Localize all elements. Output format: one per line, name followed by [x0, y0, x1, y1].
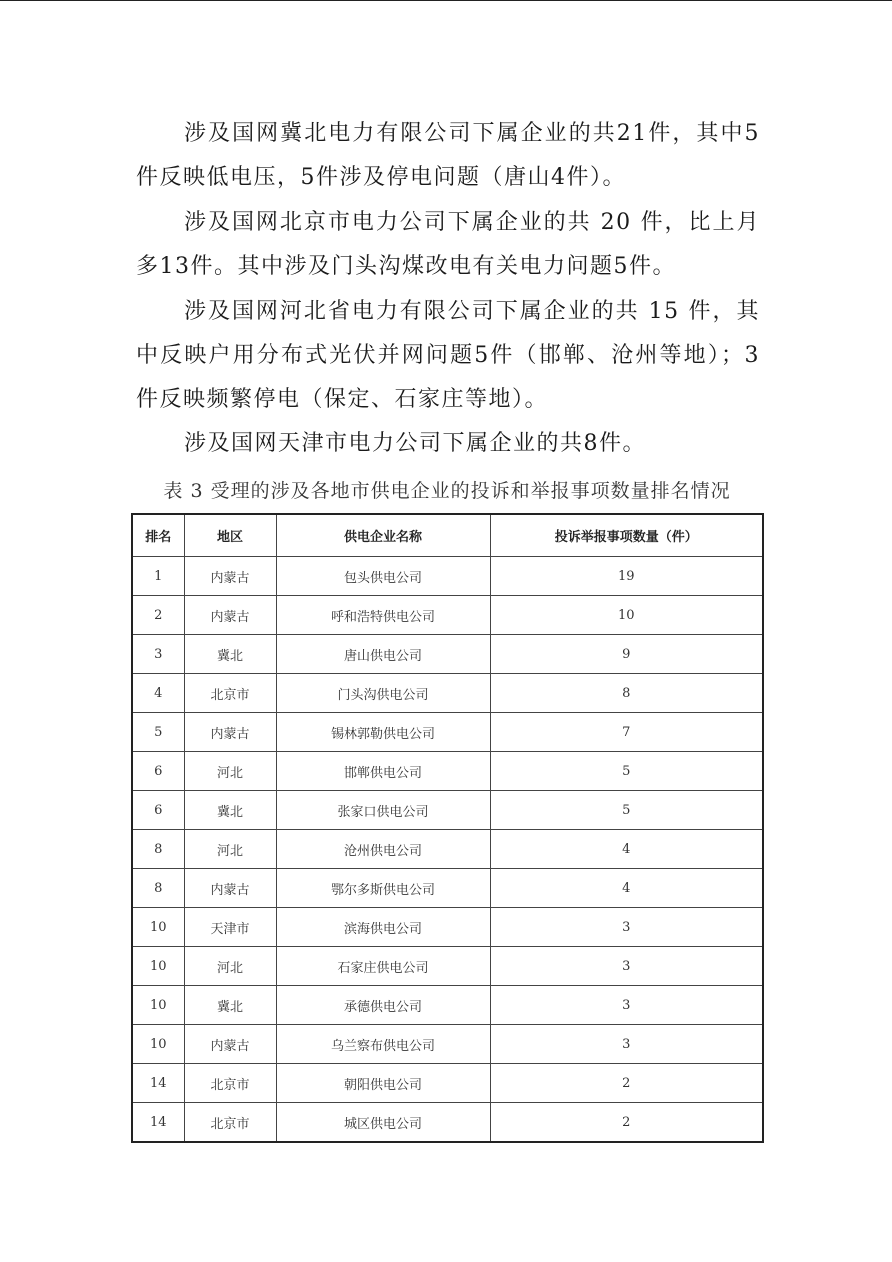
table-row: [132, 791, 763, 830]
cell-company: 乌兰察布供电公司: [276, 1025, 490, 1064]
table-row: [132, 557, 763, 596]
table-caption: 表 3 受理的涉及各地市供电企业的投诉和举报事项数量排名情况: [163, 480, 731, 502]
cell-region: 内蒙古: [184, 557, 276, 596]
cell-count: 5: [490, 791, 763, 830]
cell-rank: 2: [132, 596, 184, 635]
cell-rank: 3: [132, 635, 184, 674]
cell-region: 冀北: [184, 986, 276, 1025]
cell-company: 邯郸供电公司: [276, 752, 490, 791]
cell-region: 河北: [184, 830, 276, 869]
header-company: 供电企业名称: [276, 514, 490, 557]
cell-company: 张家口供电公司: [276, 791, 490, 830]
cell-count: 3: [490, 908, 763, 947]
table-body: [132, 557, 763, 1143]
header-region: 地区: [184, 514, 276, 557]
cell-rank: 10: [132, 986, 184, 1025]
table-row: [132, 869, 763, 908]
cell-company: 滨海供电公司: [276, 908, 490, 947]
cell-rank: 10: [132, 908, 184, 947]
cell-region: 内蒙古: [184, 1025, 276, 1064]
cell-count: 8: [490, 674, 763, 713]
table-row: [132, 752, 763, 791]
table-row: [132, 830, 763, 869]
table-row: [132, 947, 763, 986]
cell-rank: 6: [132, 752, 184, 791]
cell-company: 门头沟供电公司: [276, 674, 490, 713]
cell-company: 朝阳供电公司: [276, 1064, 490, 1103]
cell-rank: 5: [132, 713, 184, 752]
cell-region: 北京市: [184, 1103, 276, 1143]
cell-count: 3: [490, 947, 763, 986]
cell-company: 鄂尔多斯供电公司: [276, 869, 490, 908]
cell-region: 冀北: [184, 635, 276, 674]
cell-rank: 4: [132, 674, 184, 713]
cell-company: 锡林郭勒供电公司: [276, 713, 490, 752]
cell-rank: 1: [132, 557, 184, 596]
cell-company: 呼和浩特供电公司: [276, 596, 490, 635]
table-row: [132, 986, 763, 1025]
cell-count: 4: [490, 830, 763, 869]
cell-company: 城区供电公司: [276, 1103, 490, 1143]
header-rank: 排名: [132, 514, 184, 557]
cell-rank: 8: [132, 830, 184, 869]
table-row: [132, 713, 763, 752]
cell-count: 19: [490, 557, 763, 596]
cell-rank: 8: [132, 869, 184, 908]
cell-count: 2: [490, 1103, 763, 1143]
cell-count: 10: [490, 596, 763, 635]
page-top-border: [0, 0, 892, 1]
cell-region: 河北: [184, 752, 276, 791]
cell-company: 承德供电公司: [276, 986, 490, 1025]
cell-rank: 10: [132, 1025, 184, 1064]
cell-region: 天津市: [184, 908, 276, 947]
cell-region: 冀北: [184, 791, 276, 830]
paragraph-hebei: 涉及国网河北省电力有限公司下属企业的共 15 件，其中反映户用分布式光伏并网问题5件（邯郸、沧州等地）；3件反映频繁停电（保定、石家庄等地）。: [136, 299, 760, 412]
header-count: 投诉举报事项数量（件）: [490, 514, 763, 557]
table-row: [132, 1025, 763, 1064]
cell-rank: 6: [132, 791, 184, 830]
table-row: [132, 908, 763, 947]
cell-company: 沧州供电公司: [276, 830, 490, 869]
table-row: [132, 1103, 763, 1143]
cell-count: 7: [490, 713, 763, 752]
cell-region: 内蒙古: [184, 713, 276, 752]
table-row: [132, 635, 763, 674]
paragraph-tianjin: 涉及国网天津市电力公司下属企业的共8件。: [184, 431, 646, 456]
cell-count: 3: [490, 986, 763, 1025]
cell-region: 北京市: [184, 1064, 276, 1103]
cell-count: 2: [490, 1064, 763, 1103]
cell-company: 石家庄供电公司: [276, 947, 490, 986]
cell-region: 北京市: [184, 674, 276, 713]
table-row: [132, 674, 763, 713]
cell-rank: 10: [132, 947, 184, 986]
paragraph-jibei: 涉及国网冀北电力有限公司下属企业的共21件，其中5件反映低电压，5件涉及停电问题（唐山4件）。: [136, 121, 760, 190]
cell-region: 内蒙古: [184, 869, 276, 908]
ranking-table: [131, 513, 764, 1143]
cell-rank: 14: [132, 1103, 184, 1143]
cell-company: 唐山供电公司: [276, 635, 490, 674]
cell-count: 5: [490, 752, 763, 791]
table-row: [132, 596, 763, 635]
cell-rank: 14: [132, 1064, 184, 1103]
cell-count: 3: [490, 1025, 763, 1064]
cell-count: 9: [490, 635, 763, 674]
cell-region: 内蒙古: [184, 596, 276, 635]
paragraph-beijing: 涉及国网北京市电力公司下属企业的共 20 件，比上月多13件。其中涉及门头沟煤改电有关电力问题5件。: [136, 210, 760, 279]
table-row: [132, 1064, 763, 1103]
cell-company: 包头供电公司: [276, 557, 490, 596]
cell-region: 河北: [184, 947, 276, 986]
table-header-row: [132, 514, 763, 557]
cell-count: 4: [490, 869, 763, 908]
